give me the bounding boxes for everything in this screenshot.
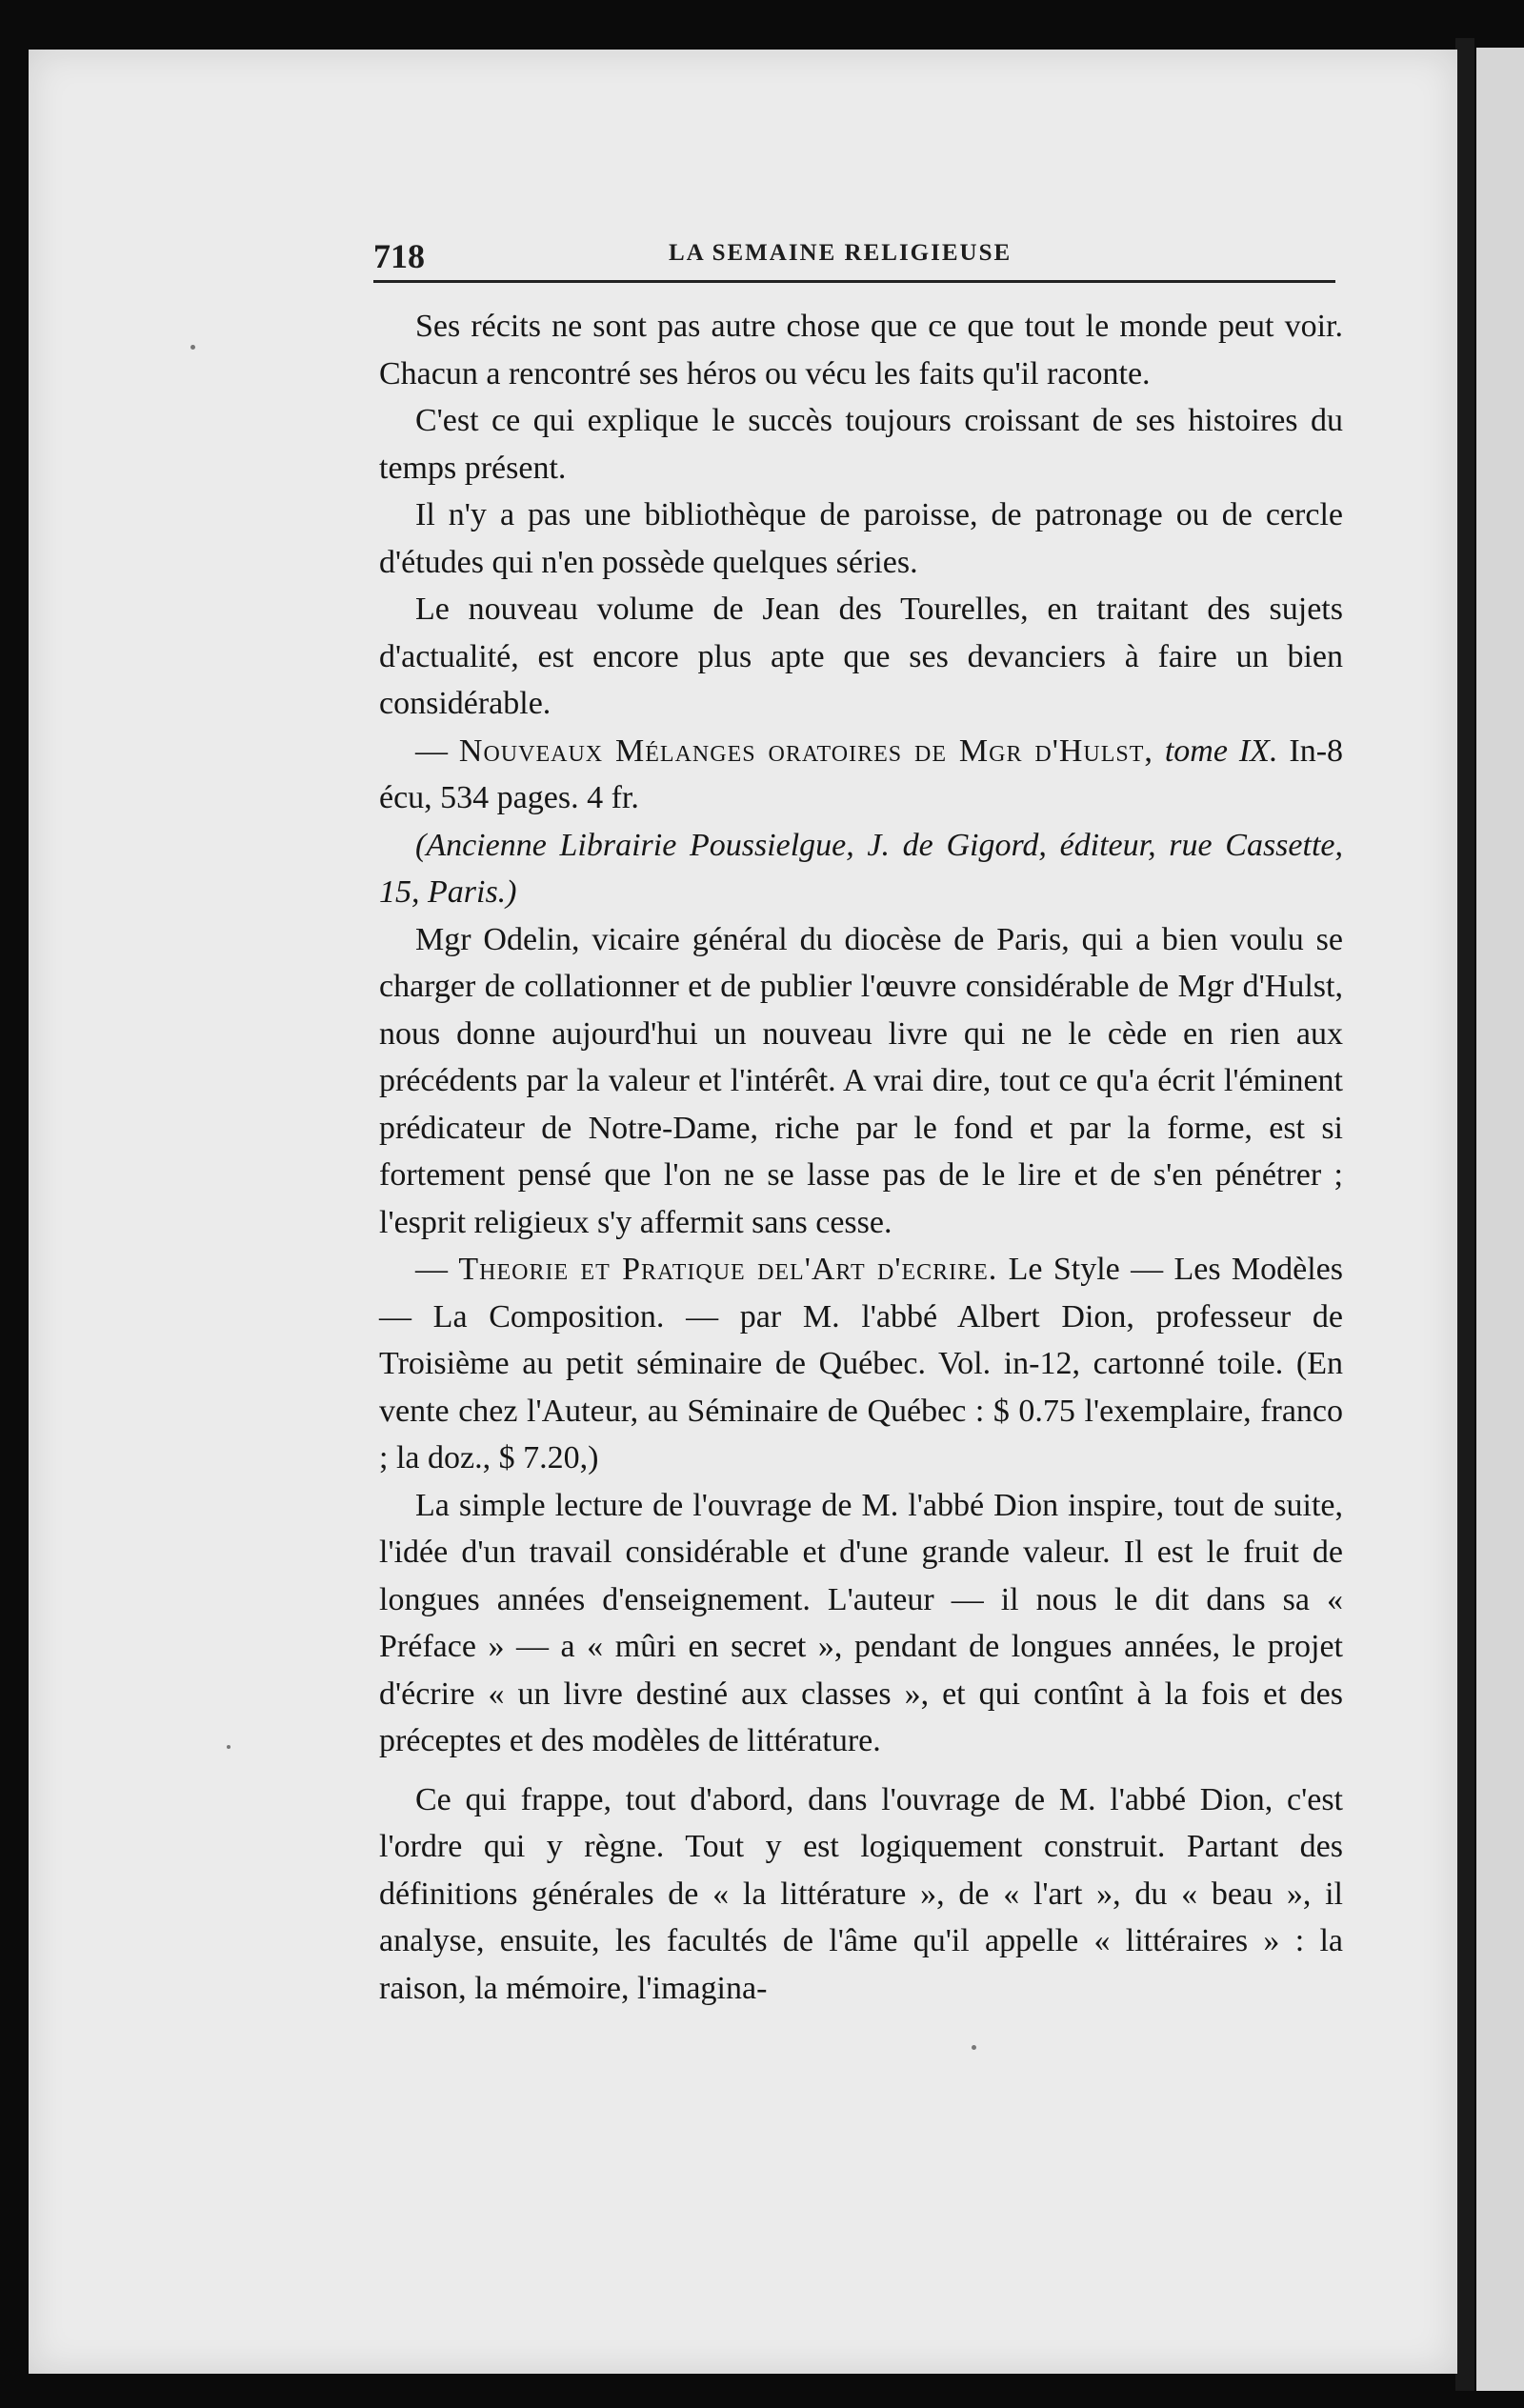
book-gutter — [1455, 38, 1474, 2391]
adjacent-page-edge — [1476, 48, 1524, 2391]
book-details: Le Style — Les Modèles — La Composition. — par M. l'abbé Albert Dion, professeur de Troisième au petit séminaire de Québec. Vol. in-12, cartonné toile. (En vente chez l'Auteur, au Séminaire de Québec : $ 0.75 l'exemplaire, franco ; la doz., $ 7.20,) — [379, 1252, 1343, 1475]
running-title: LA SEMAINE RELIGIEUSE — [669, 240, 1013, 266]
page-header — [373, 236, 1335, 274]
page-body — [379, 303, 1343, 2012]
paragraph: Le nouveau volume de Jean des Tourelles, en traitant des sujets d'actualité, est encore plus apte que ses devanciers à faire un bien considérable. — [379, 592, 1343, 721]
book-details: In-8 écu, 534 pages. 4 fr. — [379, 732, 1344, 815]
paragraph: Mgr Odelin, vicaire général du diocèse de Paris, qui a bien voulu se charger de collationner et de publier l'œuvre considérable de Mgr d'Hulst, nous donne aujourd'hui un nouveau livre qui ne le cède en rien aux précédents par la valeur et l'intérêt. A vrai dire, tout ce qu'a écrit l'éminent prédicateur de Notre-Dame, riche par le fond et par la forme, est si fortement pensé que l'on ne se lasse pas de le lire et de s'en pénétrer ; l'esprit religieux s'y affermit sans cesse. — [379, 921, 1343, 1240]
dash: — — [415, 1252, 459, 1287]
book-volume: tome IX. — [1164, 732, 1278, 769]
paragraph: Ce qui frappe, tout d'abord, dans l'ouvrage de M. l'abbé Dion, c'est l'ordre qui y règne. Tout y est logiquement construit. Partant des définitions générales de « la littérature », de « l'art », du « beau », il analyse, ensuite, les facultés de l'âme qu'il appelle « littéraires » : la raison, la mémoire, l'imagina- — [379, 1781, 1343, 2006]
ink-speck — [972, 2045, 976, 2050]
dash: — — [415, 732, 459, 769]
paragraph: Il n'y a pas une bibliothèque de paroisse, de patronage ou de cercle d'études qui n'en possède quelques séries. — [379, 497, 1343, 580]
page-number: 718 — [373, 237, 425, 275]
paragraph: C'est ce qui explique le succès toujours croissant de ses histoires du temps présent. — [379, 403, 1343, 486]
review-heading-dion — [379, 1246, 1343, 1482]
book-title: Nouveaux Mélanges oratoires de Mgr d'Hulst, — [458, 732, 1153, 769]
ink-speck — [190, 345, 195, 350]
publisher-note: (Ancienne Librairie Poussielgue, J. de Gigord, éditeur, rue Cassette, 15, Paris.) — [379, 827, 1343, 910]
header-rule — [373, 280, 1335, 283]
book-title: Theorie et Pratique del'Art d'ecrire. — [458, 1252, 998, 1287]
paragraph: Ses récits ne sont pas autre chose que ce que tout le monde peut voir. Chacun a rencontré ses héros ou vécu les faits qu'il raconte. — [379, 309, 1343, 391]
paragraph: La simple lecture de l'ouvrage de M. l'abbé Dion inspire, tout de suite, l'idée d'un travail considérable et d'une grande valeur. Il est le fruit de longues années d'enseignement. L'auteur — il nous le dit dans sa « Préface » — a « mûri en secret », pendant de longues années, le projet d'écrire « un livre destiné aux classes », et qui contînt à la fois et des préceptes et des modèles de littérature. — [379, 1487, 1343, 1758]
ink-speck — [227, 1745, 231, 1749]
review-heading-hulst — [379, 728, 1343, 822]
